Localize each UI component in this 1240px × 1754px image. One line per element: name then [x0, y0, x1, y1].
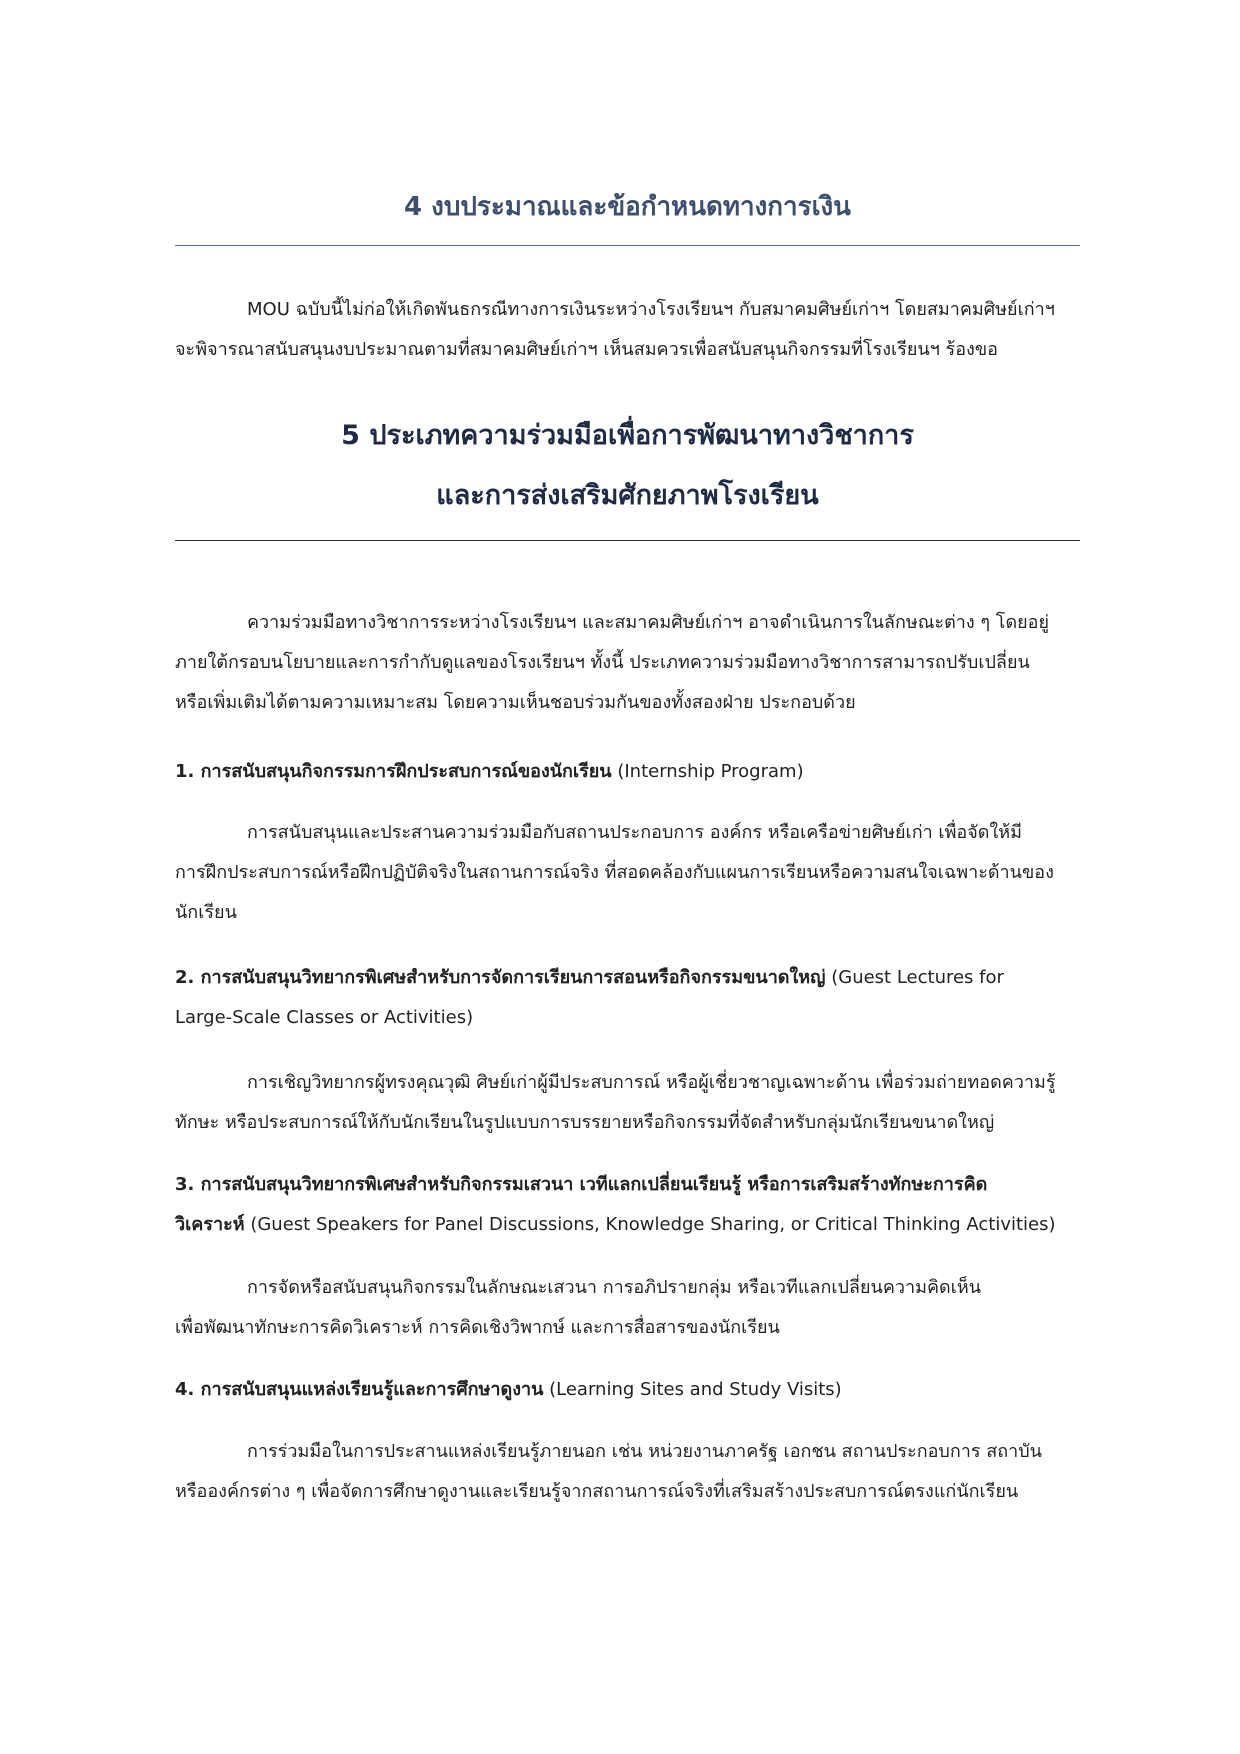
item-heading-bold: 2. การสนับสนุนวิทยากรพิเศษสำหรับการจัดการเรียนการสอนหรือกิจกรรมขนาดใหญ่: [175, 967, 826, 988]
paragraph-line: การจัดหรือสนับสนุนกิจกรรมในลักษณะเสวนา การอภิปรายกลุ่ม หรือเวทีแลกเปลี่ยนความคิดเห็น: [247, 1277, 981, 1298]
item-1-body: [175, 813, 1080, 933]
item-3-heading: [175, 1165, 1080, 1245]
item-heading-bold: 3. การสนับสนุนวิทยากรพิเศษสำหรับกิจกรรมเสวนา เวทีแลกเปลี่ยนเรียนรู้ หรือการเสริมสร้างทักษะการคิด: [175, 1174, 988, 1195]
paragraph-line: จะพิจารณาสนับสนุนงบประมาณตามที่สมาคมศิษย์เก่าฯ เห็นสมควรเพื่อสนับสนุนกิจกรรมที่โรงเรียนฯ ร้องขอ: [175, 339, 998, 360]
item-heading-bold: 4. การสนับสนุนแหล่งเรียนรู้และการศึกษาดูงาน: [175, 1379, 544, 1400]
item-heading-bold: 1. การสนับสนุนกิจกรรมการฝึกประสบการณ์ของนักเรียน: [175, 761, 612, 782]
item-1-heading: [175, 752, 1080, 792]
paragraph-line: ความร่วมมือทางวิชาการระหว่างโรงเรียนฯ และสมาคมศิษย์เก่าฯ อาจดำเนินการในลักษณะต่าง ๆ โดยอยู่: [247, 612, 1050, 633]
section-5-title: [175, 406, 1080, 526]
item-4-heading: [175, 1370, 1080, 1410]
paragraph-line: นักเรียน: [175, 902, 237, 923]
item-heading-english: Large-Scale Classes or Activities): [175, 1007, 474, 1028]
item-heading-english: (Guest Speakers for Panel Discussions, Knowledge Sharing, or Critical Thinking Activities): [244, 1214, 1056, 1235]
section-5-title-line: และการส่งเสริมศักยภาพโรงเรียน: [436, 480, 819, 511]
paragraph-line: การเชิญวิทยากรผู้ทรงคุณวุฒิ ศิษย์เก่าผู้มีประสบการณ์ หรือผู้เชี่ยวชาญเฉพาะด้าน เพื่อร่วมถ่ายทอดความรู้: [247, 1072, 1056, 1093]
paragraph-line: การฝึกประสบการณ์หรือฝึกปฏิบัติจริงในสถานการณ์จริง ที่สอดคล้องกับแผนการเรียนหรือความสนใจเฉพาะด้านของ: [175, 862, 1054, 883]
paragraph-line: การสนับสนุนและประสานความร่วมมือกับสถานประกอบการ องค์กร หรือเครือข่ายศิษย์เก่า เพื่อจัดให้มี: [247, 822, 1023, 843]
section-4-paragraph: [175, 290, 1080, 370]
item-2-body: [175, 1063, 1080, 1143]
section-5-title-line: 5 ประเภทความร่วมมือเพื่อการพัฒนาทางวิชาการ: [341, 420, 914, 451]
paragraph-line: การร่วมมือในการประสานแหล่งเรียนรู้ภายนอก เช่น หน่วยงานภาครัฐ เอกชน สถานประกอบการ สถาบัน: [247, 1441, 1042, 1462]
paragraph-line: MOU ฉบับนี้ไม่ก่อให้เกิดพันธกรณีทางการเงินระหว่างโรงเรียนฯ กับสมาคมศิษย์เก่าฯ โดยสมาคมศิษย์เก่าฯ: [247, 299, 1055, 320]
paragraph-line: ภายใต้กรอบนโยบายและการกำกับดูแลของโรงเรียนฯ ทั้งนี้ ประเภทความร่วมมือทางวิชาการสามารถปรับเปลี่ยน: [175, 652, 1030, 673]
item-2-heading: [175, 958, 1080, 1038]
item-4-body: [175, 1432, 1080, 1512]
item-heading-bold: วิเคราะห์: [175, 1214, 245, 1235]
title-divider: [175, 245, 1080, 246]
paragraph-line: หรือเพิ่มเติมได้ตามความเหมาะสม โดยความเห็นชอบร่วมกันของทั้งสองฝ่าย ประกอบด้วย: [175, 692, 856, 713]
item-heading-english: (Guest Lectures for: [825, 967, 1004, 988]
item-heading-english: (Internship Program): [611, 761, 804, 782]
paragraph-line: หรือองค์กรต่าง ๆ เพื่อจัดการศึกษาดูงานและเรียนรู้จากสถานการณ์จริงที่เสริมสร้างประสบการณ์ตรงแก่นักเรียน: [175, 1481, 1019, 1502]
section-5-intro: [175, 603, 1080, 723]
item-3-body: [175, 1268, 1080, 1348]
item-heading-english: (Learning Sites and Study Visits): [543, 1379, 842, 1400]
section-4-title: 4 งบประมาณและข้อกำหนดทางการเงิน: [404, 192, 851, 222]
paragraph-line: เพื่อพัฒนาทักษะการคิดวิเคราะห์ การคิดเชิงวิพากษ์ และการสื่อสารของนักเรียน: [175, 1317, 780, 1338]
title-divider: [175, 540, 1080, 541]
paragraph-line: ทักษะ หรือประสบการณ์ให้กับนักเรียนในรูปแบบการบรรยายหรือกิจกรรมที่จัดสำหรับกลุ่มนักเรียนขนาดใหญ่: [175, 1112, 995, 1133]
